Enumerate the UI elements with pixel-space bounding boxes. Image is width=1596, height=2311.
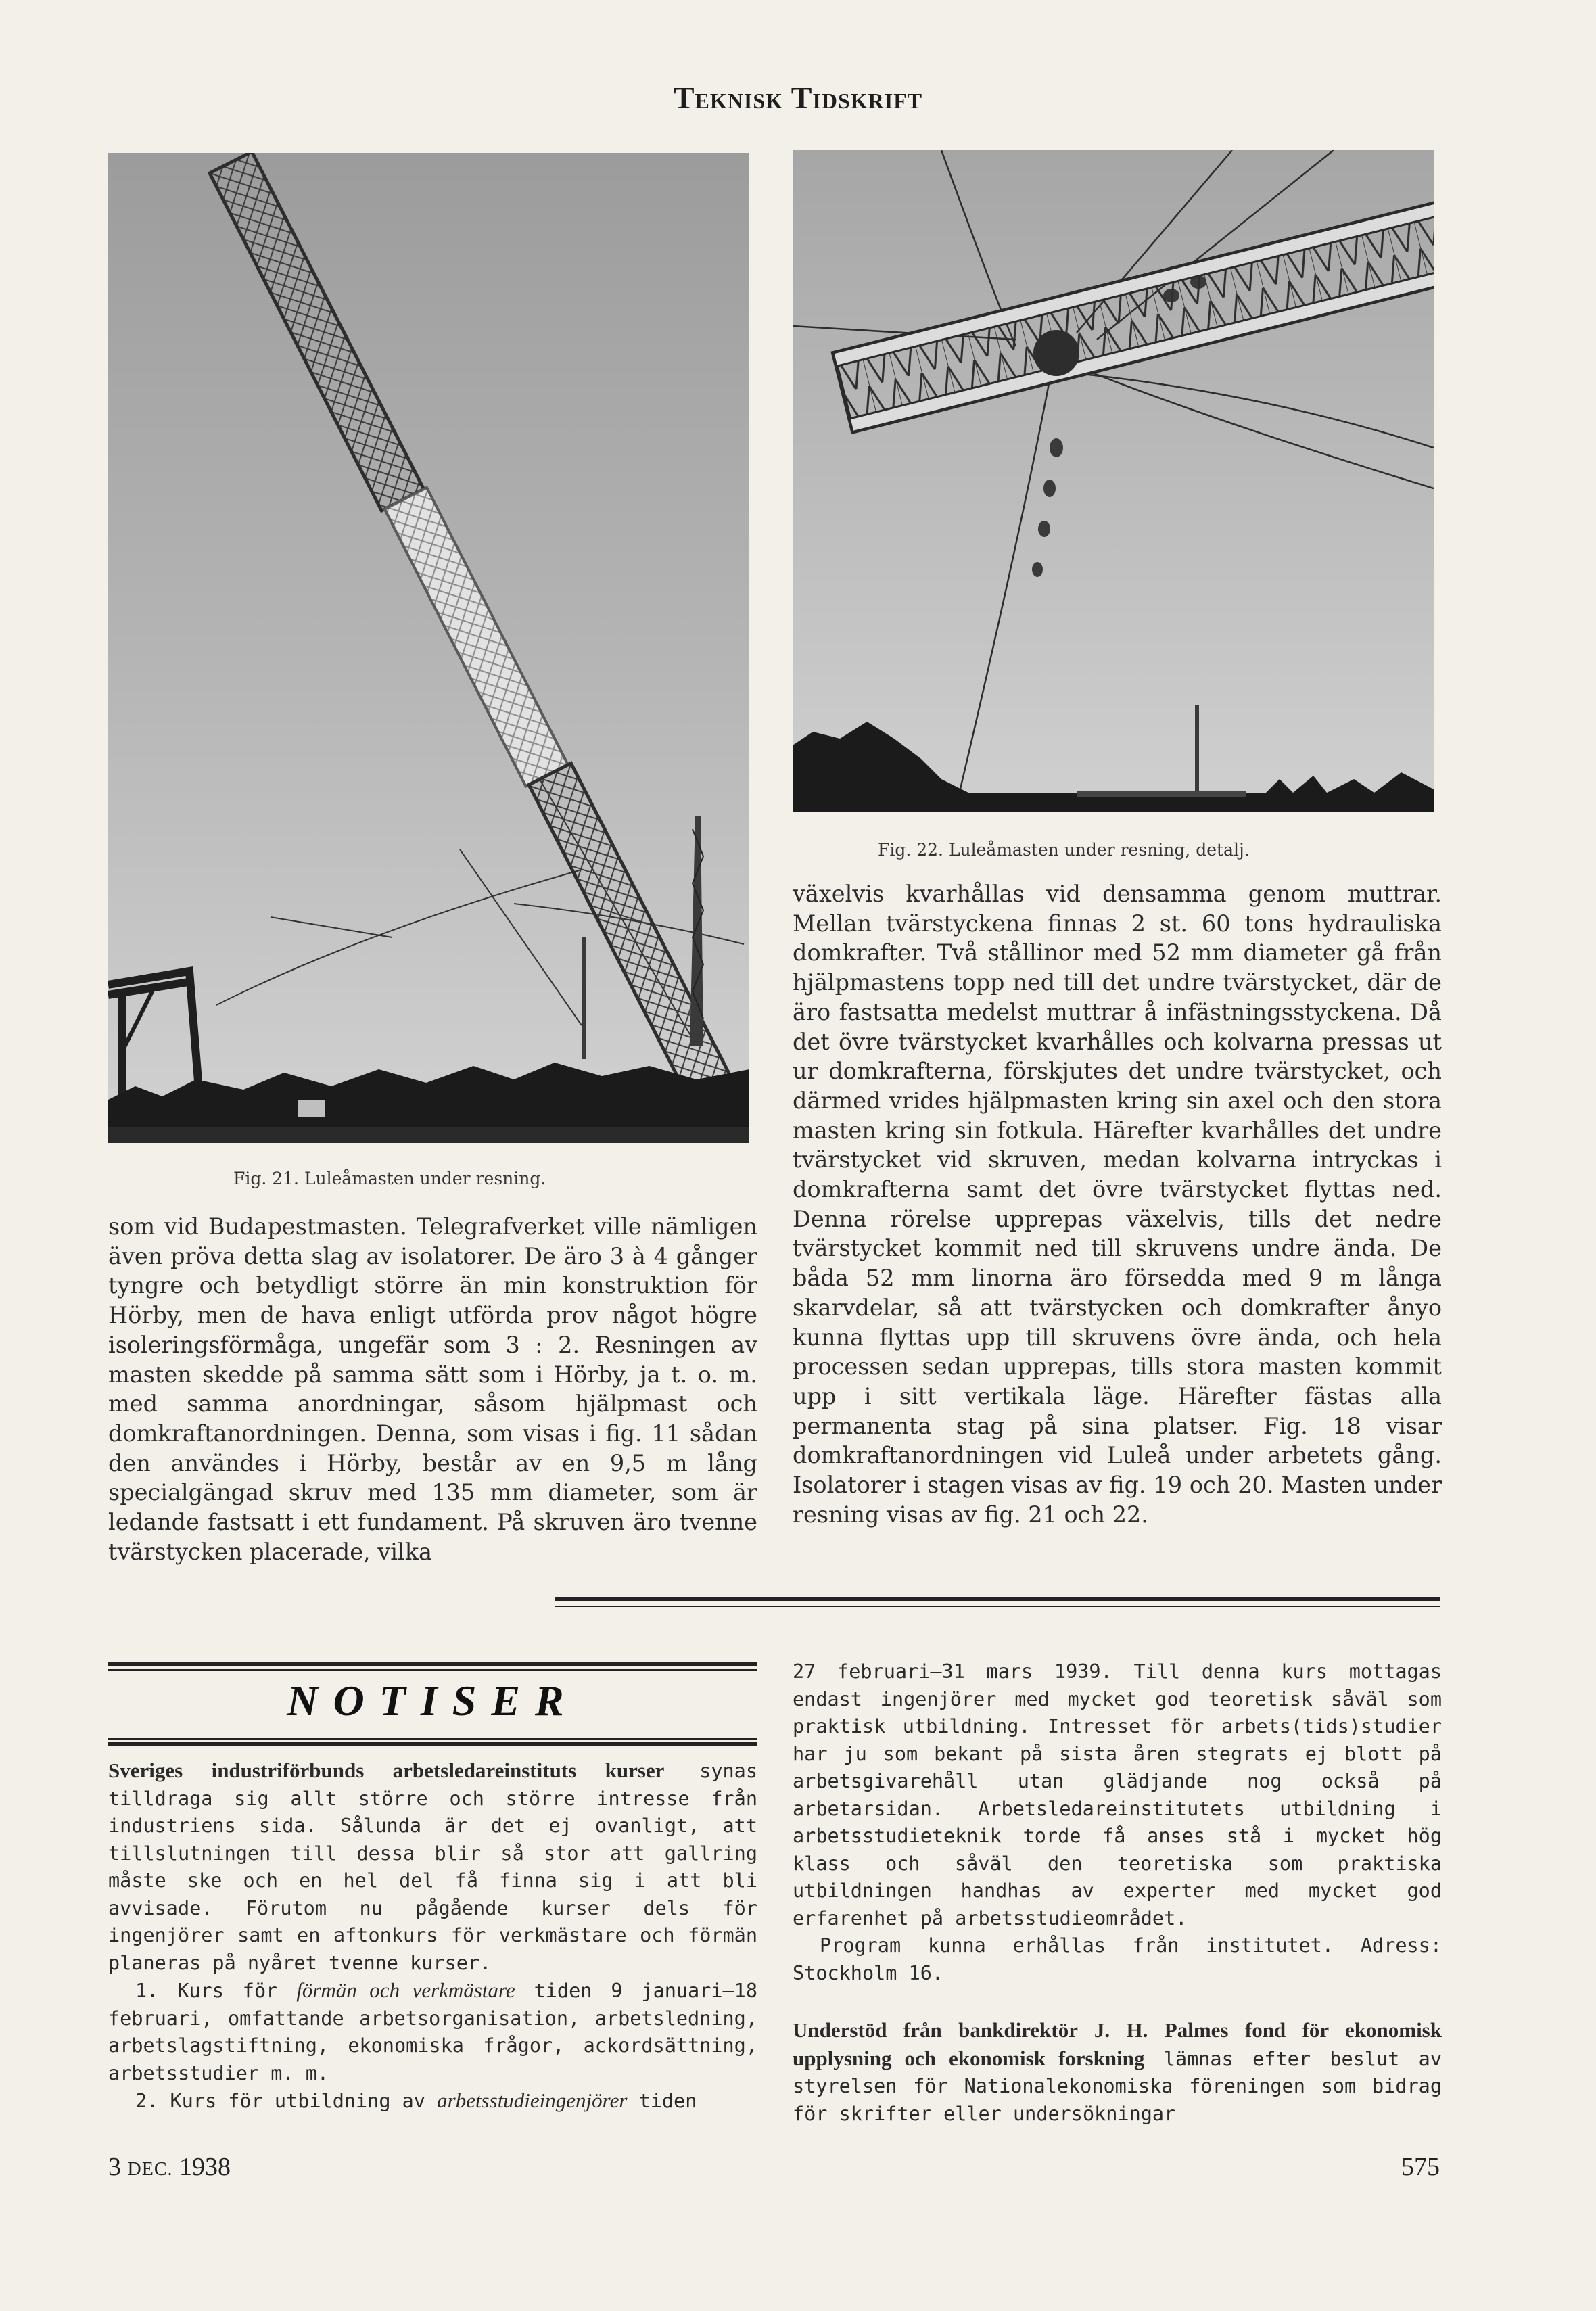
notis-program: Program kunna erhållas från institutet. Adress: Stockholm 16. [793,1934,1442,1984]
course-1 [108,1977,757,2087]
running-head [0,80,1596,116]
figure-21-caption: Fig. 21. Luleåmasten under resning. [233,1169,546,1188]
figure-21-photo [108,153,749,1143]
course-1-target: förmän och verkmästare [296,1978,515,2002]
section-divider-bottom [555,1606,1440,1607]
notiser-rule-bottom [108,1742,757,1746]
journal-title: Teknisk Tidskrift [673,80,923,115]
course-1-prefix: 1. Kurs för [135,1980,297,2002]
course-2-text: tiden [627,2090,697,2112]
notiser-rule-top-thin [108,1669,757,1671]
article-left-column [108,1212,757,1591]
footer-date-month: DEC. [127,2159,173,2180]
notis-palmes-text: lämnas efter beslut av styrelsen för Nationalekonomiska föreningen som bidrag för skrifter eller undersökningar [793,2047,1442,2125]
notis-industriforbund [108,1757,757,1977]
figure-22-photo [793,150,1434,812]
notiser-left-column [108,1757,757,2112]
footer-date-day: 3 [108,2153,121,2181]
notis-intro: synas tilldraga sig allt större och större intresse från industriens sida. Sålunda är det ej ovanligt, att tillslutningen till dessa blir så stor att gallring måste ske och en hel del få finna sig i att bli avvisade. Förutom nu pågående kurser dels för ingenjörer samt en aftonkurs för verkmästare och förmän planeras på nyåret tvenne kurser. [108,1760,757,1974]
notis-continued: 27 februari—31 mars 1939. Till denna kurs mottagas endast ingenjörer med mycket god teoretisk såväl som praktisk utbildning. Intresset för arbets(tids)studier har ju som bekant på sista åren stegrats ej blott på arbetsgivarehåll utan glädjande nog också på arbetarsidan. Arbetsledareinstitutets utbildning i arbetsstudieteknik torde få anses stå i mycket hög klass och såväl den teoretiska som praktiska utbildningen handhas av experter med mycket god erfarenhet på arbetsstudieområdet. [793,1660,1442,1930]
notiser-title: NOTISER [287,1677,579,1725]
footer-date [108,2152,231,2182]
course-1-text: tiden 9 januari—18 februari, omfattande arbetsorganisation, arbetsledning, arbetslagstiftning, ekonomiska frågor, ackordsättning, arbetsstudier m. m. [108,1980,757,2084]
figure-22-caption: Fig. 22. Luleåmasten under resning, detalj. [878,840,1250,860]
notis-heading-palmes-fond: Understöd från bankdirektör J. H. Palmes fond för ekonomisk upplysning och ekonomisk forskning [793,2018,1442,2070]
article-right-column [793,879,1442,1596]
notiser-rule-top [108,1662,757,1666]
course-2 [108,2087,757,2116]
notis-palmes-fond [793,2017,1442,2128]
article-text-right: växelvis kvarhållas vid densamma genom muttrar. Mellan tvärstyckena finnas 2 st. 60 tons hydrauliska domkrafter. Två stållinor med 52 mm diameter gå från hjälpmastens topp ned till det undre tvärstycket, där de äro fastsatta medelst muttrar å infästningsstyckena. Då det övre tvärstycket kvarhålles och kolvarna pressas ut ur domkrafterna, förskjutes det undre tvärstycket, och därmed vrides hjälpmasten kring sin axel och den stora masten kring sin fotkula. Härefter kvarhålles det undre tvärstycket vid skruven, medan kolvarna intryckas i domkrafterna samt det övre tvärstycket flyttas ned. Denna rörelse upprepas växelvis, tills det nedre tvärstycket kommit ned till skruvens undre ända. De båda 52 mm linorna äro försedda med 9 m långa skarvdelar, så att tvärstycken och domkrafter ånyo kunna flyttas upp till skruvens övre ända, och hela processen sedan upprepas, tills stora masten kommit upp i sitt vertikala läge. Härefter fästas alla permanenta stag på sina platser. Fig. 18 visar domkraftanordningen vid Luleå under arbetets gång. Isolatorer i stagen visas av fig. 19 och 20. Masten under resning visas av fig. 21 och 22. [793,881,1442,1528]
notis-heading-industriforbund: Sveriges industriförbunds arbetsledareinstituts kurser [108,1758,665,1782]
notiser-rule-bottom-thin [108,1738,757,1740]
course-2-prefix: 2. Kurs för utbildning av [135,2090,438,2112]
section-divider-top [555,1597,1440,1601]
footer-date-year: 1938 [179,2153,231,2181]
course-2-target: arbetsstudieingenjörer [437,2088,628,2112]
page-number: 575 [1401,2153,1440,2181]
article-text-left: som vid Budapestmasten. Telegrafverket ville nämligen även pröva detta slag av isolatorer. De äro 3 à 4 gånger tyngre och betydligt större än min konstruktion för Hörby, men de hava enligt utförda prov något högre isoleringsförmåga, ungefär som 3 : 2. Resningen av masten skedde på samma sätt som i Hörby, ja t. o. m. med samma anordningar, såsom hjälpmast och domkraftanordningen. Denna, som visas i fig. 11 sådan den användes i Hörby, består av en 9,5 m lång specialgängad skruv med 135 mm diameter, som är ledande fastsatt i ett fundament. På skruven äro tvenne tvärstycken placerade, vilka [108,1213,757,1565]
notiser-right-column [793,1658,1442,2145]
